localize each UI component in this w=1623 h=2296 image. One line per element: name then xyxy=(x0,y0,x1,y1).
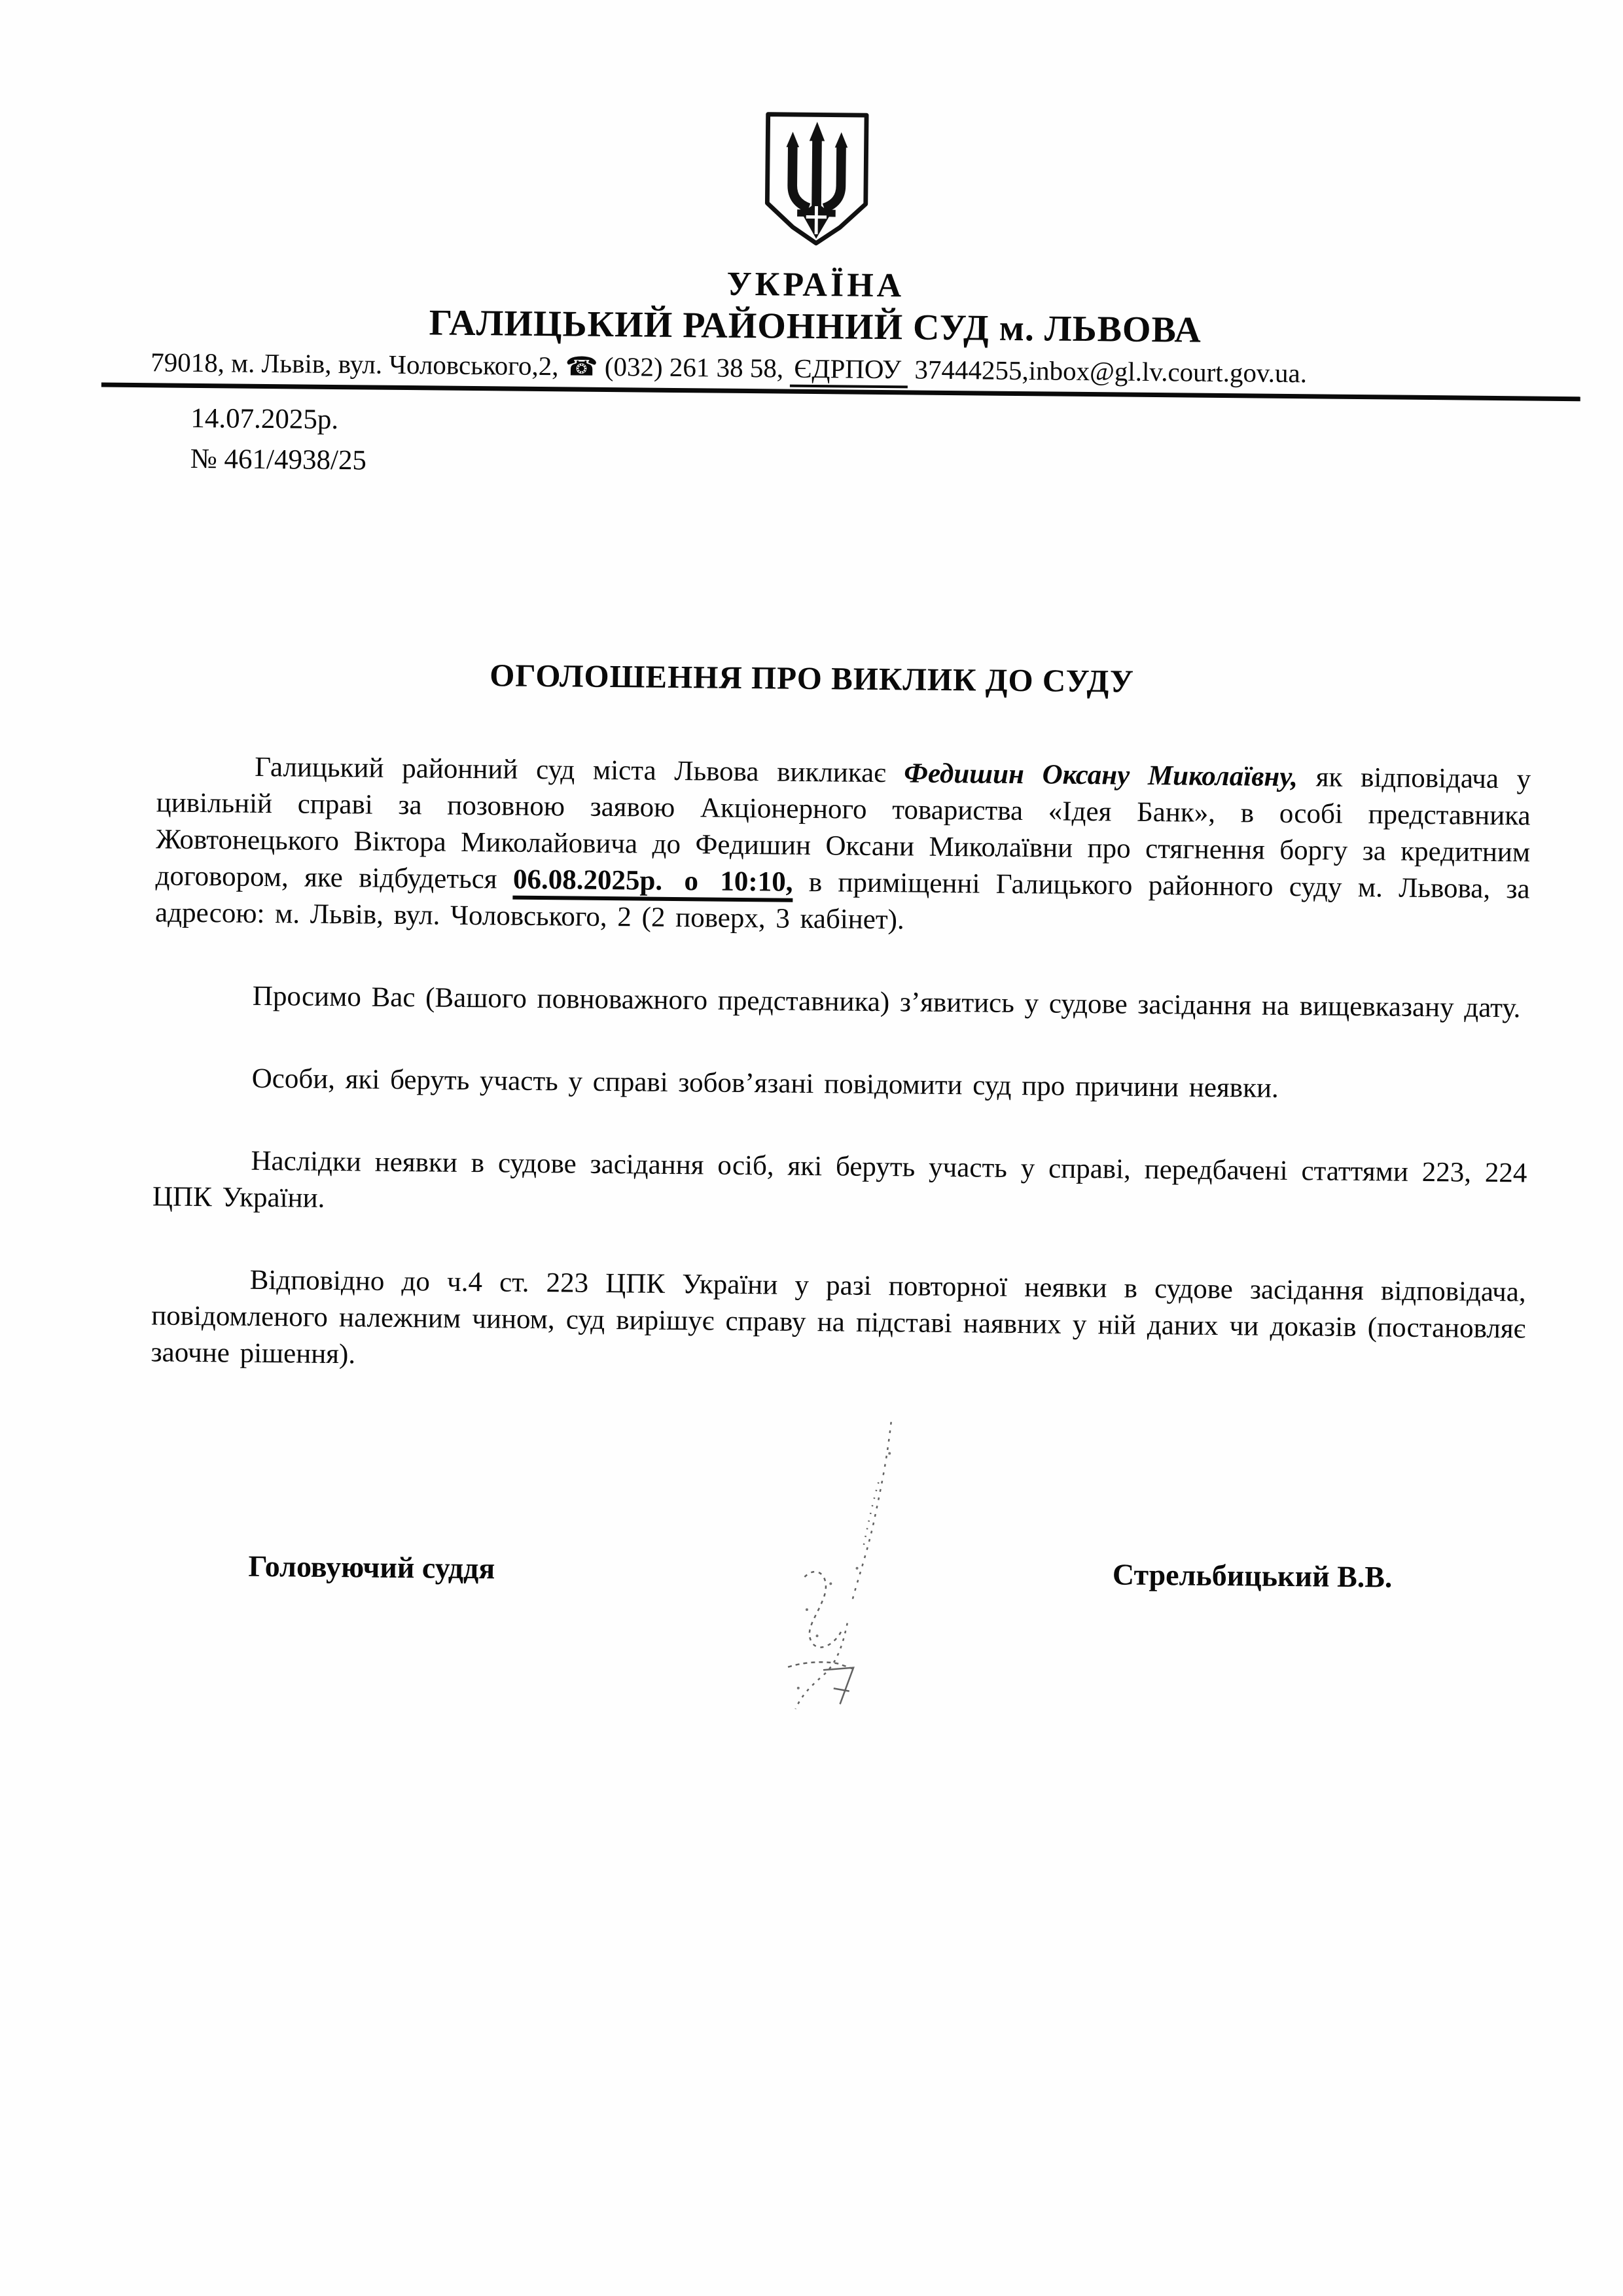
case-number: № 461/4938/25 xyxy=(190,444,367,476)
signature-role: Головуючий суддя xyxy=(248,1549,495,1585)
document-title: ОГОЛОШЕННЯ ПРО ВИКЛИК ДО СУДУ xyxy=(490,656,1135,699)
defendant-name: Федишин Оксану Миколаївну, xyxy=(904,758,1298,792)
paragraph-article-223: Відповідно до ч.4 ст. 223 ЦПК України у разі повторної неявки в судове засідання відповідача, повідомленого належним чином, суд вирішує справу на підставі наявних у ній даних чи доказів (постановляє заочне рішення). xyxy=(151,1264,1526,1370)
reference-block xyxy=(190,398,1623,494)
paragraph-consequences: Наслідки неявки в судове засідання осіб, які беруть участь у справі, передбачені статтями 223, 224 ЦПК України. xyxy=(152,1145,1527,1214)
signature-block xyxy=(248,1548,1392,1594)
phone-icon: ☎ xyxy=(565,351,598,382)
country-name: УКРАЇНА xyxy=(726,265,905,305)
court-phone: (032) 261 38 58, xyxy=(604,351,784,383)
signature-name: Стрельбицький В.В. xyxy=(1112,1557,1393,1594)
paragraph-notification-duty: Особи, які беруть участь у справі зобов’язані повідомити суд про причини неявки. xyxy=(251,1063,1279,1104)
edrpou-label: ЄДРПОУ xyxy=(790,353,908,389)
edrpou-value: 37444255, xyxy=(914,354,1029,386)
document-date: 14.07.2025р. xyxy=(190,402,339,436)
paragraph-summons xyxy=(155,748,1531,944)
hearing-datetime: 06.08.2025р. о 10:10, xyxy=(513,864,793,902)
ukraine-trident-emblem-icon xyxy=(762,109,872,249)
court-email: inbox@gl.lv.court.gov.ua. xyxy=(1028,355,1308,389)
court-name: ГАЛИЦЬКИЙ РАЙОННИЙ СУД м. ЛЬВОВА xyxy=(429,302,1202,351)
summons-text-middle: як відповідача у цивільній справі за позовною заявою Акціонерного товариства «Ідея Банк», в особі представника Жовтонецького Віктора Миколайовича до Федишин Оксани Миколаївни про стягнення боргу за кредитним договором, яке відбудеться xyxy=(155,762,1531,895)
summons-text-end: в приміщенні Галицького районного суду м. Львова, за адресою: м. Львів, вул. Чоловського, 2 (2 поверх, 3 кабінет). xyxy=(154,866,1530,936)
court-address: 79018, м. Львів, вул. Чоловського,2, xyxy=(150,347,559,381)
signature-scribble xyxy=(724,1413,963,1716)
paragraph-appearance-request: Просимо Вас (Вашого повноважного представника) з’явитись у судове засідання на вищевказану дату. xyxy=(252,980,1521,1024)
document-body xyxy=(151,748,1531,1384)
letterhead xyxy=(3,102,1623,392)
summons-text-start: Галицький районний суд міста Львова викликає xyxy=(255,751,886,788)
